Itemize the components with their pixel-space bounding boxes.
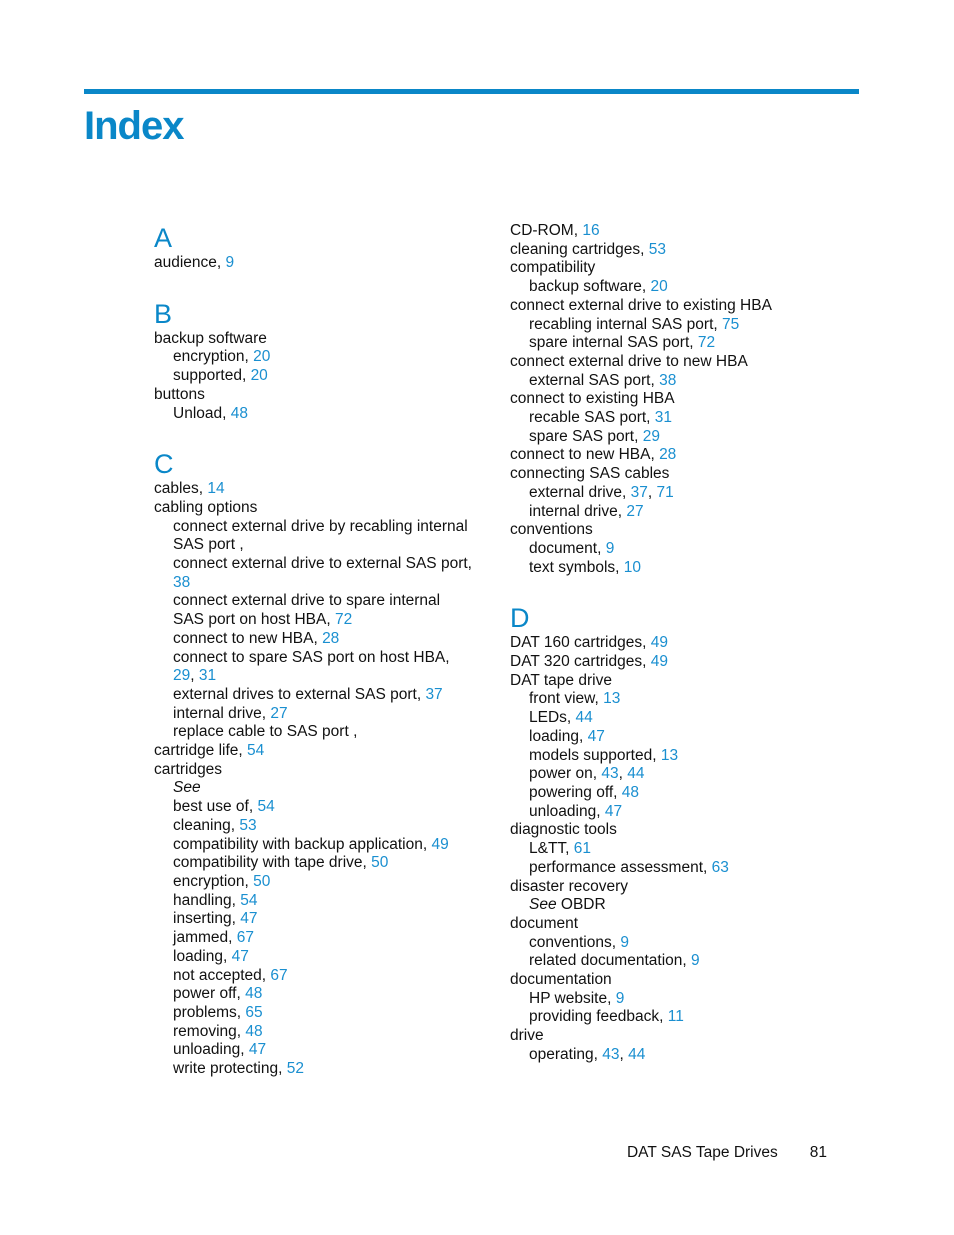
entry-term: connect external drive to spare internal SAS port on host HBA, [173,592,441,629]
index-subentry [154,686,474,705]
entry-term: front view, [529,690,604,708]
entry-term: replace cable to SAS port , [173,723,358,741]
entry-term: CD-ROM, [510,222,583,239]
index-entry [510,390,850,409]
index-entry [510,971,850,990]
page-link[interactable]: 50 [371,854,389,872]
entry-term: internal drive, [529,502,627,520]
entry-term: cleaning cartridges, [510,240,649,258]
index-subentry [510,990,850,1009]
index-entry [510,446,850,465]
entry-term: supported, [173,367,251,385]
page-link[interactable]: 48 [245,985,263,1003]
index-subentry [154,723,474,742]
entry-term: cartridge life, [154,742,248,760]
page-link[interactable]: 27 [270,704,288,722]
entry-term: jammed, [173,929,237,947]
page-link[interactable]: 53 [648,240,666,258]
entry-term: Unload, [173,404,231,422]
page-link[interactable]: 28 [659,446,677,464]
index-entry [510,653,850,672]
index-entry [154,330,474,349]
page-link[interactable]: 37 [630,483,648,501]
page-link[interactable]: 63 [711,858,729,876]
page-link[interactable]: 43 [601,765,619,783]
entry-term: DAT 160 cartridges, [510,634,651,652]
entry-term: connect external drive to existing HBA [510,296,772,314]
index-subentry [154,967,474,986]
index-entry [510,634,850,653]
page-link[interactable]: 20 [250,367,268,385]
entry-term: external drive, [529,483,631,501]
index-subentry [154,555,474,592]
index-subentry [154,592,474,629]
page-link[interactable]: 31 [654,409,673,427]
entry-term: backup software [154,329,267,347]
entry-term: DAT 320 cartridges, [510,653,651,671]
entry-term: connecting SAS cables [510,465,670,483]
index-subentry [154,1060,474,1079]
index-letter-heading: B [154,298,173,329]
index-subentry [510,409,850,428]
index-subentry [510,803,850,822]
index-entry [154,480,474,499]
page-link[interactable]: 43 [602,1045,620,1063]
index-entry [154,761,474,780]
title-rule [84,89,859,94]
index-subentry [510,784,850,803]
page-link[interactable]: 48 [245,1022,263,1040]
index-entry [510,297,850,316]
entry-term: spare SAS port, [529,427,643,445]
index-letter-heading: D [510,603,530,634]
entry-term: handling, [173,891,241,909]
index-subentry [510,690,850,709]
page-link[interactable]: 53 [239,816,257,834]
page-link[interactable]: 49 [650,634,668,652]
index-subentry [154,817,474,836]
entry-term: connect external drive by recabling internal SAS port , [173,517,468,554]
index-subentry [510,747,850,766]
index-subentry: connect to spare SAS port on host HBA, 29, 31 [173,648,450,685]
index-subentry: external drive, 37, 71 [529,483,674,501]
index-subentry [510,840,850,859]
index-subentry [510,1008,850,1027]
index-subentry: operating, 43, 44 [529,1045,646,1063]
page-link[interactable]: 54 [247,742,265,760]
entry-term: connect to existing HBA [510,390,675,408]
index-entry [154,254,474,273]
index-subentry [510,334,850,353]
index-subentry [154,1041,474,1060]
entry-term: connect to spare SAS port on host HBA, [173,648,450,666]
index-subentry [154,1004,474,1023]
entry-term: best use of, [173,798,258,816]
page-link[interactable]: 47 [248,1041,267,1059]
page-link[interactable]: 28 [322,629,340,647]
page-link[interactable]: 65 [245,1003,263,1021]
index-subentry [510,278,850,297]
entry-term: problems, [173,1003,246,1021]
entry-term: unloading, [529,802,605,820]
page-link[interactable]: 54 [240,891,258,909]
index-entry [510,521,850,540]
entry-term: conventions [510,521,593,539]
footer-page-number: 81 [809,1144,827,1161]
entry-term: cables, [154,480,208,498]
entry-term: spare internal SAS port, [529,334,698,352]
index-column-right [510,222,850,1065]
entry-term: drive [510,1027,544,1045]
index-entry [510,222,850,241]
page-link[interactable]: 72 [697,334,716,352]
page-link[interactable]: 29 [642,427,660,445]
page-link[interactable]: 52 [286,1060,304,1078]
entry-term: disaster recovery [510,877,629,895]
index-subentry [154,854,474,873]
index-subentry [154,405,474,424]
entry-term: HP website, [529,989,616,1007]
index-subentry [154,705,474,724]
entry-term: diagnostic tools [510,821,617,839]
page-link[interactable]: 13 [660,746,679,764]
page-footer [600,1143,827,1163]
page-link[interactable]: 72 [334,611,353,629]
index-entry [154,499,474,518]
index-subentry [510,896,850,915]
entry-term: unloading, [173,1041,249,1059]
index-subentry [154,798,474,817]
index-subentry [154,836,474,855]
entry-term: powering off, [529,783,622,801]
page-link[interactable]: 71 [656,483,674,501]
entry-term: performance assessment, [529,858,712,876]
entry-term: connect to new HBA, [173,629,323,647]
entry-term: write protecting, [173,1060,287,1078]
entry-term: DAT tape drive [510,671,612,689]
index-subentry [510,372,850,391]
entry-term: power on, [529,765,602,783]
page-link[interactable]: 44 [628,1045,646,1063]
index-entry [510,353,850,372]
entry-term: L&TT, [529,840,574,858]
page-link[interactable]: 54 [257,798,275,816]
index-entry [510,259,850,278]
entry-term: cleaning, [173,816,240,834]
page-link[interactable]: 16 [582,222,600,239]
entry-term: connect external drive to external SAS port, [173,555,472,573]
page-link[interactable]: 47 [604,802,623,820]
page-link[interactable]: 67 [270,966,288,984]
page-link[interactable]: 48 [230,404,248,422]
page-link[interactable]: 11 [667,1008,684,1026]
entry-term: related documentation, [529,952,691,970]
entry-term: loading, [529,727,588,745]
page-link[interactable]: 29 [173,667,191,685]
entry-term: loading, [173,947,232,965]
page-link[interactable]: 37 [425,685,443,703]
entry-term: recable SAS port, [529,409,655,427]
page-link[interactable]: 9 [605,539,615,557]
index-subentry [154,873,474,892]
page-link[interactable]: 31 [198,667,217,685]
entry-term: compatibility with tape drive, [173,854,372,872]
index-subentry [510,728,850,747]
index-subentry [154,348,474,367]
index-letter-heading: C [154,449,174,480]
page-link[interactable]: 38 [173,573,191,591]
entry-term: providing feedback, [529,1008,668,1026]
entry-term: document [510,914,579,932]
page-link[interactable]: 9 [615,989,625,1007]
index-subentry [510,559,850,578]
entry-term: connect to new HBA, [510,446,660,464]
entry-term: external SAS port, [529,371,660,389]
page-link[interactable]: 47 [231,947,249,965]
page-link[interactable]: 49 [650,653,668,671]
entry-term: compatibility [510,259,596,277]
page-title: Index [84,104,184,148]
index-subentry [510,428,850,447]
page-link[interactable]: 20 [253,348,271,366]
entry-term: LEDs, [529,709,576,727]
entry-term: recabling internal SAS port, [529,315,722,333]
see-reference: See [173,779,201,797]
page-link[interactable]: 48 [621,783,640,801]
index-subentry [510,859,850,878]
index-column-left [154,222,474,1079]
entry-term: documentation [510,971,612,989]
page-link[interactable]: 44 [627,765,645,783]
page-link[interactable]: 9 [620,933,629,951]
page-link[interactable]: 38 [659,371,677,389]
entry-term: conventions, [529,933,621,951]
entry-term: cabling options [154,498,258,516]
entry-term: power off, [173,985,246,1003]
index-subentry [510,709,850,728]
index-entry [510,821,850,840]
index-subentry [154,910,474,929]
index-subentry [510,503,850,522]
page-link[interactable]: 9 [225,254,235,271]
entry-term: encryption, [173,348,254,366]
entry-term: OBDR [556,896,606,914]
index-subentry [154,948,474,967]
index-letter-heading: A [154,223,173,253]
entry-term: inserting, [173,910,241,928]
page-link[interactable]: 9 [691,952,700,970]
entry-term: text symbols, [529,558,624,576]
see-label: See [529,896,557,914]
index-subentry [510,934,850,953]
index-subentry [510,316,850,335]
index-subentry [154,985,474,1004]
index-subentry [154,1023,474,1042]
page-link[interactable]: 75 [722,315,740,333]
page-link[interactable]: 47 [587,727,605,745]
index-subentry [154,518,474,555]
page-link[interactable]: 49 [431,835,449,853]
entry-term: operating, [529,1045,603,1063]
index-subentry [510,540,850,559]
index-entry [510,878,850,897]
index-entry [510,241,850,260]
entry-term: encryption, [173,872,254,890]
index-entry [510,1027,850,1046]
page-link[interactable]: 47 [240,910,258,928]
entry-term: audience, [154,254,226,271]
entry-term: document, [529,539,606,557]
entry-term: models supported, [529,746,661,764]
entry-term: cartridges [154,760,223,778]
index-entry [510,465,850,484]
page-link[interactable]: 67 [236,929,254,947]
page-link[interactable]: 14 [207,480,225,498]
index-subentry [510,952,850,971]
index-entry [154,742,474,761]
entry-term: not accepted, [173,966,271,984]
page-link[interactable]: 20 [650,278,668,296]
entry-term: removing, [173,1022,246,1040]
index-subentry [154,367,474,386]
entry-term: external drives to external SAS port, [173,685,426,703]
entry-term: connect external drive to new HBA [510,352,748,370]
entry-term: compatibility with backup application, [173,835,432,853]
page-link[interactable]: 13 [603,690,621,708]
entry-term: buttons [154,385,205,403]
page-link[interactable]: 44 [575,709,593,727]
footer-doc-title: DAT SAS Tape Drives [626,1144,778,1161]
entry-term: internal drive, [173,704,271,722]
page-link[interactable]: 61 [573,840,592,858]
index-entry [510,672,850,691]
index-subentry [154,892,474,911]
index-subentry [154,630,474,649]
page-link[interactable]: 50 [253,872,271,890]
page-link[interactable]: 10 [623,558,641,576]
index-entry [510,915,850,934]
page-link[interactable]: 27 [626,502,644,520]
index-entry [154,386,474,405]
index-subentry [154,929,474,948]
entry-term: backup software, [529,278,651,296]
index-subentry: power on, 43, 44 [529,765,645,783]
